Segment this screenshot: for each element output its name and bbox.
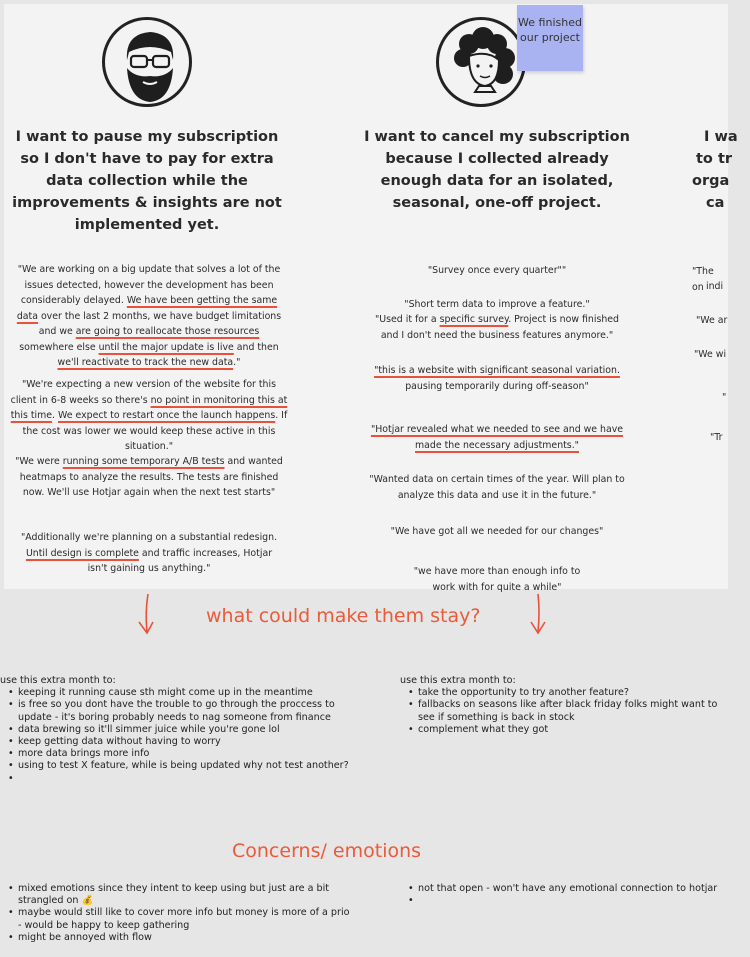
list-item: • might be annoyed with flow	[8, 932, 350, 944]
quote-certain-times: "Wanted data on certain times of the year. Will plan to analyze this data and use it in the future."	[369, 474, 625, 501]
list-item: • fallbacks on seasons like after black friday folks might want to see if something is back in stock	[408, 699, 725, 723]
persona-3-line: ca	[706, 195, 725, 211]
quote-col3: "We wi	[694, 349, 727, 360]
down-arrow-icon	[528, 592, 548, 636]
concerns-notes-right	[400, 883, 725, 907]
quote-col3: indi	[706, 281, 724, 292]
stay-notes-right	[400, 675, 725, 736]
sticky-note[interactable]: We finished our project	[517, 5, 583, 71]
quote-update-delayed: "We are working on a big update that solves a lot of the issues detected, however the development has been considerably delayed. We have been getting the same data over the last 2 months, we have budget limitations and we are going to reallocate those resources somewhere else until the major update is live and then we'll reactivate to track the new data."	[16, 264, 282, 368]
quote-seasonal-variation: "this is a website with significant seasonal variation. pausing temporarily during off-season"	[374, 365, 620, 392]
stay-section-title: what could make them stay?	[206, 605, 481, 627]
quote-specific-survey: "Used it for a specific survey. Project is now finished and I don't need the business features anymore."	[374, 314, 620, 341]
quote-ab-tests: "We were running some temporary A/B tests and wanted heatmaps to analyze the results. The tests are finished now. We'll use Hotjar again when the next test starts"	[15, 456, 283, 498]
list-item: • maybe would still like to cover more info but money is more of a prio - would be happy to keep gathering	[8, 907, 350, 931]
bearded-man-icon	[105, 20, 195, 110]
quote-col3: "The on	[692, 266, 714, 293]
list-item: • take the opportunity to try another feature?	[408, 687, 725, 699]
persona-avatar-curly-woman	[436, 17, 526, 107]
quote-col3: "	[722, 392, 727, 403]
quote-hotjar-revealed: "Hotjar revealed what we needed to see and we have made the necessary adjustments."	[370, 424, 624, 451]
quote-col3: "We ar	[696, 315, 728, 326]
list-item: • not that open - won't have any emotional connection to hotjar	[408, 883, 725, 895]
persona-3-headline	[690, 126, 750, 214]
list-item: • more data brings more info	[8, 748, 350, 760]
persona-3-line: orga	[692, 173, 730, 189]
curly-woman-icon	[439, 20, 529, 110]
list-item: • mixed emotions since they intent to keep using but just are a bit strangled on 💰	[8, 883, 350, 907]
quote-short-term-data: "Short term data to improve a feature."	[404, 299, 590, 310]
list-item: • keep getting data without having to worry	[8, 736, 350, 748]
quote-survey-quarterly: "Survey once every quarter""	[427, 265, 567, 276]
list-item: • data brewing so it'll simmer juice while you're gone lol	[8, 724, 350, 736]
persona-3-line: to tr	[696, 151, 733, 167]
quote-redesign: "Additionally we're planning on a substantial redesign. Until design is complete and traffic increases, Hotjar isn't gaining us anything."	[20, 532, 278, 574]
stay-right-intro: use this extra month to:	[400, 675, 516, 686]
list-item	[8, 773, 350, 785]
stay-notes-left	[0, 675, 350, 785]
persona-2-headline: I want to cancel my subscription because I collected already enough data for an isolated, seasonal, one-off project.	[364, 129, 630, 211]
stay-left-intro: use this extra month to:	[0, 675, 116, 686]
quote-col3: "Tr	[710, 432, 723, 443]
quote-more-than-enough: "we have more than enough info to work with for quite a while"	[413, 566, 581, 593]
concerns-notes-left	[0, 883, 350, 944]
list-item: • using to test X feature, while is being updated why not test another?	[8, 760, 350, 772]
persona-1-headline: I want to pause my subscription so I don't have to pay for extra data collection while the improvements & insights are not implemented yet.	[12, 129, 282, 233]
persona-3-line: I wa	[704, 129, 738, 145]
persona-avatar-bearded-man	[102, 17, 192, 107]
concerns-section-title: Concerns/ emotions	[232, 840, 422, 862]
list-item	[408, 895, 725, 907]
list-item: • is free so you dont have the trouble to go through the proccess to update - it's boring probably needs to nag someone from finance	[8, 699, 350, 723]
list-item: • complement what they got	[408, 724, 725, 736]
quote-got-all-needed: "We have got all we needed for our changes"	[390, 526, 604, 537]
down-arrow-icon	[136, 592, 156, 636]
quote-new-website-version: "We're expecting a new version of the website for this client in 6-8 weeks so there's no point in monitoring this at this time. We expect to restart once the launch happens. If the cost was lower we would keep these active in this situation."	[10, 379, 288, 452]
list-item: • keeping it running cause sth might come up in the meantime	[8, 687, 350, 699]
